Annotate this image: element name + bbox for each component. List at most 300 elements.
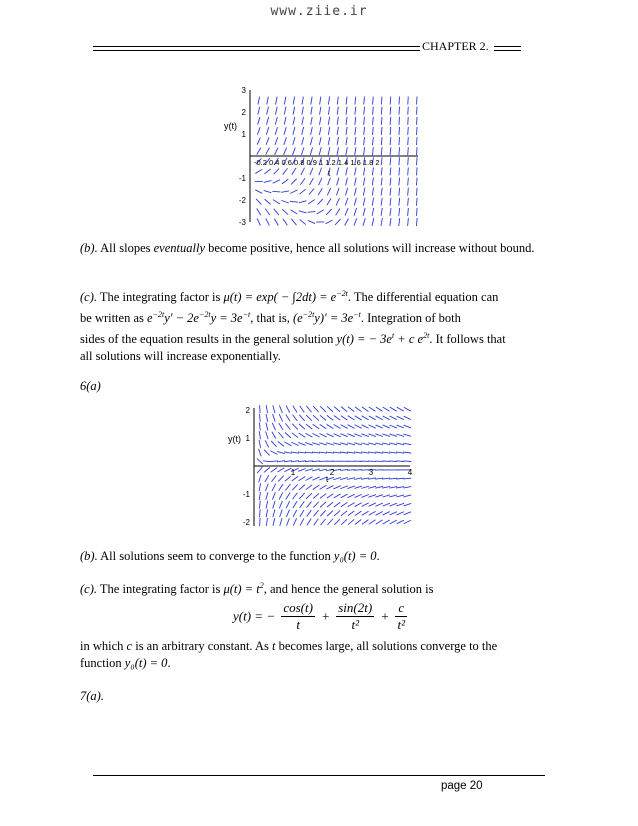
field2-arrow [333,486,340,489]
field1-arrow [293,97,294,105]
c1-m1-sup: −2t [336,289,348,298]
field1-arrow [320,97,321,105]
field2-arrow [334,425,341,429]
field1-arrow [273,200,280,204]
field2-arrow [396,434,404,436]
plot1-xlabel: t [328,169,331,178]
c1-m4-sup: t [391,331,395,341]
field1-arrow [416,178,417,186]
field1-arrow [337,107,338,115]
field2-arrow [369,407,376,411]
field1-arrow [399,188,400,196]
field1-arrow [309,189,314,195]
field2-arrow [279,484,283,491]
field1-arrow [345,188,347,196]
field2-arrow [326,443,334,445]
field1-arrow [354,198,356,206]
field1-arrow [381,97,382,105]
field1-arrow [282,209,288,214]
field2-arrow [266,414,268,422]
field2-arrow [298,452,306,453]
field2-arrow [334,407,340,412]
field2-arrow [397,425,404,428]
field1-arrow [275,107,277,115]
field2-arrow [383,407,390,411]
field2-arrow [334,502,340,507]
field1-arrow [417,147,418,155]
field2-arrow [361,434,369,437]
field2-arrow [279,405,282,412]
field2-arrow [299,424,305,429]
field2-arrow [390,520,397,524]
field2-arrow [270,451,277,455]
c1-m1: μ(t) = exp( − ∫2dt) = e [223,290,337,305]
field2-arrow [389,461,397,462]
field2-arrow [277,461,285,462]
field2-arrow [313,415,319,420]
field2-arrow [298,469,305,472]
field2-arrow [361,478,369,479]
label-b1: (b). [80,241,98,255]
field2-arrow [375,434,383,437]
field1-arrow [292,168,296,175]
field2-arrow [403,478,411,479]
field2-arrow [313,502,319,508]
field2-arrow [273,518,275,526]
field2-arrow [271,441,276,447]
footer-rule [93,775,545,776]
field1-arrow [319,137,321,145]
field2-arrow [396,478,404,479]
field2-arrow [299,493,304,499]
b2-end: . [376,549,380,563]
field2-arrow [257,467,262,473]
field2-arrow [333,452,341,453]
field1-arrow [302,117,304,125]
field1-arrow [257,127,260,135]
field1-arrow [381,198,382,206]
field2-arrow [278,432,283,438]
field1-arrow [372,208,374,216]
field1-arrow [267,97,269,105]
field2-arrow [404,425,411,428]
paragraph-c1 [80,285,560,365]
field1-arrow [274,219,278,226]
plot1-y-tick: 2 [241,108,246,117]
label-c2: (c). [80,582,97,597]
field1-arrow [336,208,340,215]
plot2-x-tick: 3 [368,468,374,477]
field2-arrow [333,434,340,437]
field1-arrow [390,208,391,216]
field2-arrow [259,492,260,500]
field2-arrow [277,451,285,453]
field2-arrow [383,520,390,524]
field2-arrow [389,452,397,453]
field1-arrow [372,167,373,175]
field2-arrow [271,468,278,473]
label-6a: 6(a) [80,379,101,393]
field1-arrow [281,191,289,192]
field2-arrow [362,416,369,420]
field2-arrow [340,434,347,437]
field2-arrow [354,486,362,488]
field1-arrow [300,178,305,184]
field2-arrow [390,512,397,515]
field2-arrow [279,423,283,430]
c1-math-3 [293,311,361,325]
field2-arrow [298,461,306,462]
field2-arrow [369,425,376,428]
c1-m4: y(t) = − 3e [336,332,392,347]
d-b: is an arbitrary constant. As [132,639,272,653]
field2-arrow [278,442,284,447]
b1-post: become positive, hence all solutions will increase without bound. [205,241,535,255]
label-c1: (c). [80,290,97,305]
field2-arrow [376,511,383,515]
field1-arrow [372,137,373,145]
field1-arrow [346,147,347,155]
field1-arrow [408,167,409,175]
field1-arrow [257,137,260,144]
eq-frac-3-den: t² [397,617,405,632]
b1-emphasis: eventually [153,241,205,255]
field2-arrow [264,450,269,456]
field1-arrow [311,107,312,115]
c1-g: . It follows that [429,332,506,347]
field2-arrow [266,431,269,439]
paragraph-b2 [80,548,560,565]
field1-arrow [310,147,312,155]
field2-arrow [355,511,362,515]
plot1-y-tick: -1 [238,174,246,183]
field2-arrow [292,424,298,430]
c1-math-4 [337,332,430,346]
field2-arrow [265,484,268,492]
field2-arrow [259,431,260,439]
field2-arrow [396,495,404,497]
field2-arrow [383,416,390,420]
field2-arrow [375,443,383,445]
field1-arrow [258,107,260,115]
field1-arrow [284,97,286,105]
field2-arrow [307,510,312,517]
field2-arrow [320,494,326,499]
field2-arrow [306,424,312,429]
field2-arrow [278,476,283,482]
field2-arrow [396,443,404,445]
field2-arrow [354,434,361,437]
field2-arrow [266,423,268,431]
field2-arrow [333,469,341,470]
field2-arrow [313,485,320,489]
field1-arrow [381,107,382,115]
c1-m4b-sup: 2t [423,331,430,341]
field2-arrow [259,483,260,491]
eq-plus-2: + [380,608,390,624]
field2-arrow [320,406,326,412]
field2-arrow [369,511,376,515]
field1-arrow [337,117,338,125]
field2-arrow [305,461,313,462]
field1-arrow [266,117,268,125]
c2-b: , and hence the general solution is [263,582,434,597]
field2-arrow [266,405,267,413]
field1-arrow [373,97,374,105]
c1-math-1 [223,290,347,304]
plot1-y-tick: -2 [238,196,246,205]
field1-arrow [293,107,295,115]
field2-arrow [313,406,318,412]
field2-arrow [362,425,369,428]
field2-arrow [347,494,354,497]
field1-arrow [408,198,409,206]
field2-arrow [376,425,383,428]
field1-arrow [364,97,365,105]
field1-arrow [290,201,298,202]
field2-arrow [280,510,283,518]
field2-arrow [259,423,260,431]
field1-arrow [302,137,304,145]
field2-arrow [307,519,311,526]
field1-arrow [327,188,330,195]
field2-arrow [368,486,376,488]
field2-arrow [333,443,341,445]
eq-frac-1-den: t [296,617,300,632]
field2-arrow [279,492,283,499]
field2-arrow [265,440,269,447]
c1-f: sides of the equation results in the general solution [80,332,337,347]
d-end: . [167,656,171,670]
field1-arrow [364,107,365,115]
field2-arrow [375,452,383,453]
field1-arrow [284,137,287,145]
field1-arrow [381,127,382,135]
field2-arrow [390,407,397,411]
watermark: www.ziie.ir [270,4,368,19]
field2-arrow [376,407,383,411]
field1-arrow [408,147,409,155]
field2-arrow [284,442,291,446]
field2-arrow [320,485,327,489]
field2-arrow [376,520,383,524]
field2-arrow [376,416,383,420]
field2-arrow [334,494,341,498]
field2-arrow [312,452,320,453]
field2-arrow [272,423,275,430]
field1-arrow [291,179,297,185]
field1-arrow [311,127,313,135]
field2-arrow [397,407,404,411]
field1-arrow [317,210,324,214]
plot2-xlabel: t [326,475,329,484]
field1-arrow [390,188,391,196]
field1-arrow [258,117,260,125]
field2-arrow [348,407,354,412]
field2-arrow [300,518,304,525]
field2-arrow [396,487,404,488]
field1-arrow [308,200,315,204]
field1-arrow [364,127,365,135]
field2-arrow [327,519,332,525]
field2-arrow [389,487,397,489]
field2-arrow [273,509,275,517]
field2-arrow [305,452,313,453]
field2-arrow [382,478,390,479]
field1-arrow [390,97,391,105]
field2-arrow [306,485,312,490]
field1-arrow [345,198,348,206]
field1-arrow [364,117,365,125]
field1-arrow [266,148,270,155]
field2-arrow [361,452,369,453]
plot2-y-tick: 1 [245,434,250,443]
header-rule-right-bottom [494,50,521,51]
field1-arrow [283,168,288,174]
field1-arrow [275,148,278,155]
field1-arrow [416,188,417,196]
field2-arrow [259,501,260,509]
field2-arrow [354,494,361,497]
c1-m3: (e [292,311,303,326]
field1-arrow [381,188,382,196]
field2-arrow [403,434,411,436]
field2-arrow [277,468,284,472]
field1-arrow [363,208,365,216]
eq-lhs: y(t) = − [233,608,276,624]
field2-arrow [348,511,354,516]
field2-arrow [279,414,282,421]
field1-arrow [345,208,348,215]
field2-arrow [403,495,411,497]
field1-arrow [292,147,295,154]
field1-arrow [266,218,270,225]
page-number: page 20 [441,780,483,792]
field1-arrow [381,157,382,165]
plot2-y-tick: -1 [242,490,250,499]
eq-frac-3 [395,600,407,633]
plot2-y-tick: 2 [245,406,250,415]
field2-arrow [348,425,355,429]
field1-arrow [326,209,331,215]
field1-arrow [302,107,303,115]
direction-field-plot-1 [222,86,420,226]
field2-arrow [348,519,354,524]
field2-arrow [327,502,333,507]
field1-arrow [364,137,365,145]
plot2-x-tick: 1 [290,468,296,477]
field1-arrow [283,219,287,226]
plot1-ylabel: y(t) [224,121,237,131]
field2-arrow [293,510,297,517]
field1-arrow [293,117,295,125]
field1-arrow [372,198,373,206]
field1-arrow [354,208,356,216]
field1-arrow [399,218,400,226]
field1-arrow [381,117,382,125]
field2-arrow [265,475,269,482]
field2-arrow [334,416,340,421]
field1-arrow [390,198,391,206]
field2-arrow [313,424,320,429]
paragraph-b1 [80,240,560,257]
field2-arrow [306,415,312,421]
field1-arrow [416,198,417,206]
field1-arrow [311,97,312,105]
field1-arrow [284,147,287,154]
field2-arrow [272,432,276,439]
c1-m2b: y′ − 2e [164,311,199,326]
eq-frac-1-num: cos(t) [283,600,313,615]
d-c: c [126,639,133,653]
c1-b: . The differential equation can [347,290,499,305]
field1-arrow [308,220,315,223]
field2-arrow [299,433,306,437]
field2-arrow [340,452,348,453]
field1-arrow [336,198,339,205]
field2-arrow [390,416,397,420]
field2-arrow [280,518,282,526]
field1-arrow [266,127,269,135]
field2-arrow [319,452,327,453]
field2-arrow [347,486,355,489]
field2-arrow [293,493,298,499]
field1-arrow [311,117,313,125]
field2-arrow [368,452,376,453]
field1-arrow [310,137,312,145]
field2-arrow [306,433,313,437]
field1-arrow [372,178,373,186]
field2-arrow [313,493,319,498]
field2-arrow [355,520,361,525]
field1-arrow [284,107,286,115]
c1-m3b: y)′ = 3e [314,311,354,326]
field1-arrow [337,147,339,155]
field1-arrow [256,199,261,205]
field2-arrow [286,414,290,421]
field2-arrow [312,469,320,471]
field2-arrow [397,416,404,419]
field1-arrow [381,167,382,175]
field2-arrow [397,512,404,515]
field2-arrow [403,452,411,453]
plot1-y-tick: -3 [238,218,246,226]
field1-arrow [346,167,348,175]
field1-arrow [257,218,260,225]
field2-arrow [286,493,290,500]
field2-arrow [375,486,383,488]
field1-arrow [310,168,313,175]
field2-arrow [383,512,390,516]
field2-arrow [306,493,312,499]
field1-arrow [309,178,313,185]
field1-arrow [390,157,391,165]
field1-arrow [346,97,347,105]
field2-arrow [362,503,369,507]
field2-arrow [389,478,397,479]
field2-arrow [327,494,334,498]
field2-arrow [272,484,276,491]
field1-arrow [408,188,409,196]
b2-math: y₀(t) = 0 [333,549,377,563]
field1-arrow [302,97,303,105]
field1-arrow [399,137,400,145]
field1-arrow [399,178,400,186]
field2-arrow [354,452,362,453]
field2-arrow [286,510,289,517]
field2-arrow [312,461,320,462]
field1-arrow [328,127,329,135]
